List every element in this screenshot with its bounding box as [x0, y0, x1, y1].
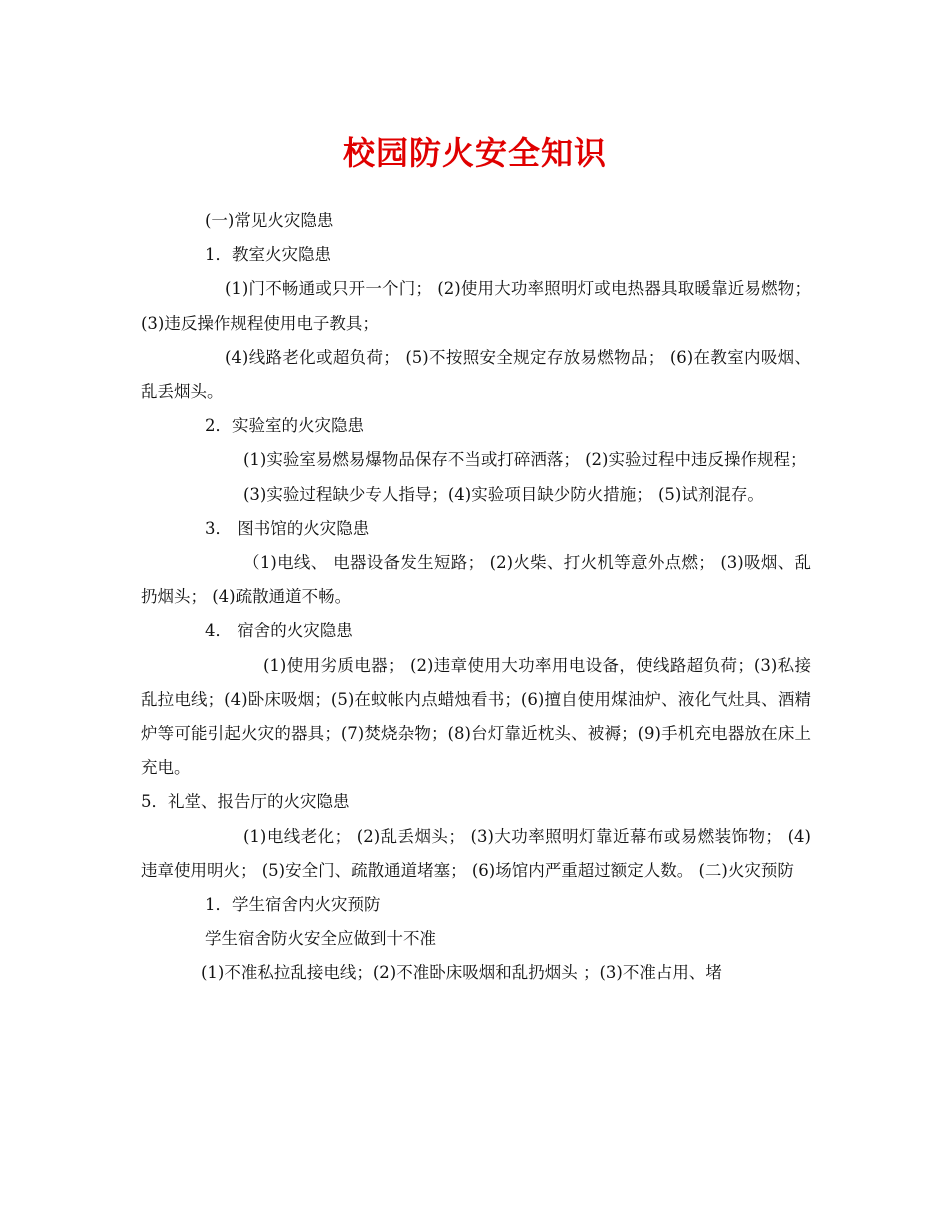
section-heading: (一)常见火灾隐患: [205, 211, 334, 230]
paragraph: (3)实验过程缺少专人指导；(4)实验项目缺少防火措施； (5)试剂混存。: [243, 484, 764, 504]
page-title: 校园防火安全知识: [342, 134, 607, 172]
paragraph: (1)实验室易燃易爆物品保存不当或打碎洒落； (2)实验过程中违反操作规程；: [243, 450, 807, 470]
subsection-heading: 1．教室火灾隐患: [205, 245, 331, 265]
subsection-heading: 3． 图书馆的火灾隐患: [205, 518, 370, 538]
paragraph: 学生宿舍防火安全应做到十不准: [205, 929, 436, 949]
document-body: [141, 204, 811, 991]
subsection-heading: 1．学生宿舍内火灾预防: [205, 895, 381, 915]
subsection-heading: 2．实验室的火灾隐患: [205, 416, 364, 436]
paragraph: (1)电线老化； (2)乱丢烟头； (3)大功率照明灯靠近幕布或易燃装饰物； (4)违章使用明火； (5)安全门、疏散通道堵塞； (6)场馆内严重超过额定人数。 (二)火灾预防: [141, 826, 811, 880]
paragraph: (1)不准私拉乱接电线；(2)不准卧床吸烟和乱扔烟头 ；(3)不准占用、堵: [201, 963, 722, 983]
subsection-heading: 4． 宿舍的火灾隐患: [205, 621, 353, 641]
paragraph: (4)线路老化或超负荷； (5)不按照安全规定存放易燃物品； (6)在教室内吸烟、乱丢烟头。: [141, 347, 811, 402]
subsection-heading: 5．礼堂、报告厅的火灾隐患: [141, 792, 350, 812]
paragraph: (1)门不畅通或只开一个门； (2)使用大功率照明灯或电热器具取暖靠近易燃物； (3)违反操作规程使用电子教具；: [141, 279, 811, 333]
paragraph: （1)电线、 电器设备发生短路； (2)火柴、打火机等意外点燃； (3)吸烟、乱扔烟头； (4)疏散通道不畅。: [141, 553, 811, 607]
paragraph: (1)使用劣质电器； (2)违章使用大功率用电设备，使线路超负荷；(3)私接乱拉电线；(4)卧床吸烟；(5)在蚊帐内点蜡烛看书；(6)擅自使用煤油炉、液化气灶具、酒精炉等可能引起火灾的器具；(7)焚烧杂物；(8)台灯靠近枕头、被褥；(9)手机充电器放在床上充电。: [141, 655, 811, 778]
